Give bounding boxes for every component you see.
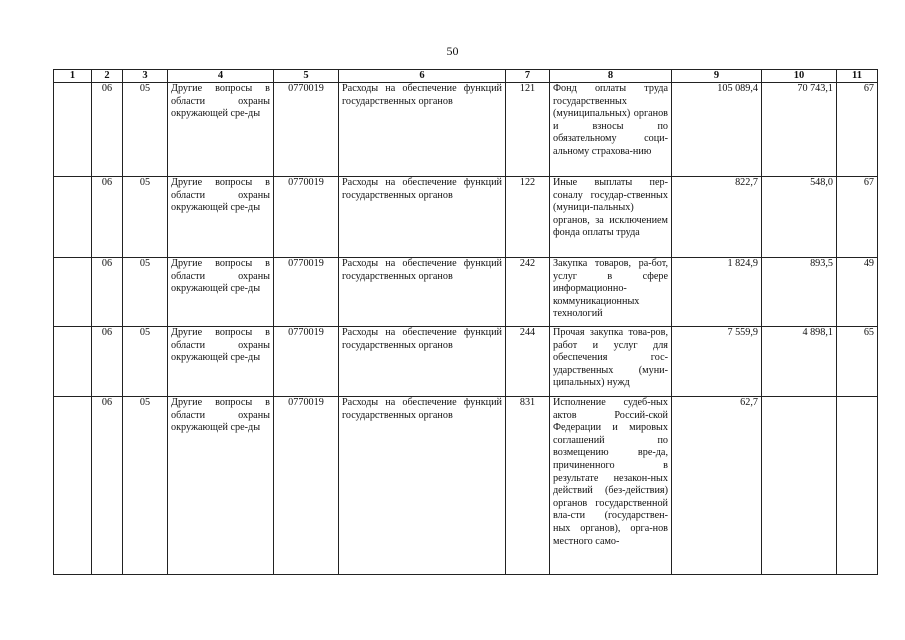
table-row — [54, 397, 878, 575]
header-col-11: 11 — [837, 70, 878, 83]
budget-table — [53, 69, 878, 575]
cell-subsection: 05 — [123, 177, 168, 258]
cell-expense-code: 242 — [506, 258, 550, 327]
cell-planned: 62,7 — [672, 397, 762, 575]
cell-planned: 822,7 — [672, 177, 762, 258]
header-col-10: 10 — [762, 70, 837, 83]
cell-section: 06 — [92, 83, 123, 177]
cell-subsection: 05 — [123, 83, 168, 177]
cell-actual — [762, 397, 837, 575]
cell-blank — [54, 327, 92, 397]
cell-expense-name: Фонд оплаты труда государственных (муниципальных) органов и взносы по обязательному соци-альному страхова-нию — [550, 83, 672, 177]
table-row — [54, 177, 878, 258]
cell-target-name: Расходы на обеспечение функций государственных органов — [339, 83, 506, 177]
cell-target-code: 0770019 — [274, 327, 339, 397]
cell-percent: 67 — [837, 177, 878, 258]
cell-section: 06 — [92, 258, 123, 327]
cell-target-name: Расходы на обеспечение функций государственных органов — [339, 397, 506, 575]
cell-actual: 548,0 — [762, 177, 837, 258]
cell-section: 06 — [92, 397, 123, 575]
cell-section-name: Другие вопросы в области охраны окружающей сре-ды — [168, 258, 274, 327]
header-row — [54, 70, 878, 83]
cell-percent — [837, 397, 878, 575]
cell-section: 06 — [92, 177, 123, 258]
header-col-6: 6 — [339, 70, 506, 83]
cell-subsection: 05 — [123, 258, 168, 327]
cell-section-name: Другие вопросы в области охраны окружающей сре-ды — [168, 327, 274, 397]
cell-section-name: Другие вопросы в области охраны окружающей сре-ды — [168, 397, 274, 575]
cell-target-code: 0770019 — [274, 258, 339, 327]
cell-expense-code: 831 — [506, 397, 550, 575]
table-row — [54, 258, 878, 327]
cell-expense-name: Иные выплаты пер-соналу государ-ственных (муници-пальных) органов, за исключением фонда оплаты труда — [550, 177, 672, 258]
cell-actual: 70 743,1 — [762, 83, 837, 177]
cell-blank — [54, 177, 92, 258]
cell-target-name: Расходы на обеспечение функций государственных органов — [339, 258, 506, 327]
cell-section: 06 — [92, 327, 123, 397]
cell-subsection: 05 — [123, 327, 168, 397]
cell-percent: 49 — [837, 258, 878, 327]
cell-expense-name: Закупка товаров, ра-бот, услуг в сфере информационно-коммуникационных технологий — [550, 258, 672, 327]
cell-section-name: Другие вопросы в области охраны окружающей сре-ды — [168, 83, 274, 177]
cell-planned: 1 824,9 — [672, 258, 762, 327]
header-col-1: 1 — [54, 70, 92, 83]
cell-target-code: 0770019 — [274, 83, 339, 177]
cell-target-code: 0770019 — [274, 177, 339, 258]
cell-planned: 105 089,4 — [672, 83, 762, 177]
cell-actual: 893,5 — [762, 258, 837, 327]
cell-expense-name: Прочая закупка това-ров, работ и услуг для обеспечения гос-ударственных (муни-ципальных) нужд — [550, 327, 672, 397]
cell-section-name: Другие вопросы в области охраны окружающей сре-ды — [168, 177, 274, 258]
header-col-3: 3 — [123, 70, 168, 83]
cell-actual: 4 898,1 — [762, 327, 837, 397]
table-row — [54, 327, 878, 397]
header-col-4: 4 — [168, 70, 274, 83]
cell-subsection: 05 — [123, 397, 168, 575]
cell-expense-code: 244 — [506, 327, 550, 397]
header-col-7: 7 — [506, 70, 550, 83]
cell-target-name: Расходы на обеспечение функций государственных органов — [339, 177, 506, 258]
header-col-8: 8 — [550, 70, 672, 83]
cell-percent: 65 — [837, 327, 878, 397]
cell-planned: 7 559,9 — [672, 327, 762, 397]
cell-blank — [54, 397, 92, 575]
cell-expense-code: 122 — [506, 177, 550, 258]
page-number: 50 — [446, 44, 459, 58]
cell-blank — [54, 83, 92, 177]
cell-expense-name: Исполнение судеб-ных актов Россий-ской Федерации и мировых соглашений по возмещению вре-да, причиненного в результате незакон-ных действий (без-действия) органов государственной вла-сти (государствен-ных органов), орга-нов местного само- — [550, 397, 672, 575]
cell-blank — [54, 258, 92, 327]
cell-expense-code: 121 — [506, 83, 550, 177]
table-row — [54, 83, 878, 177]
cell-target-name: Расходы на обеспечение функций государственных органов — [339, 327, 506, 397]
cell-target-code: 0770019 — [274, 397, 339, 575]
header-col-5: 5 — [274, 70, 339, 83]
header-col-2: 2 — [92, 70, 123, 83]
header-col-9: 9 — [672, 70, 762, 83]
cell-percent: 67 — [837, 83, 878, 177]
